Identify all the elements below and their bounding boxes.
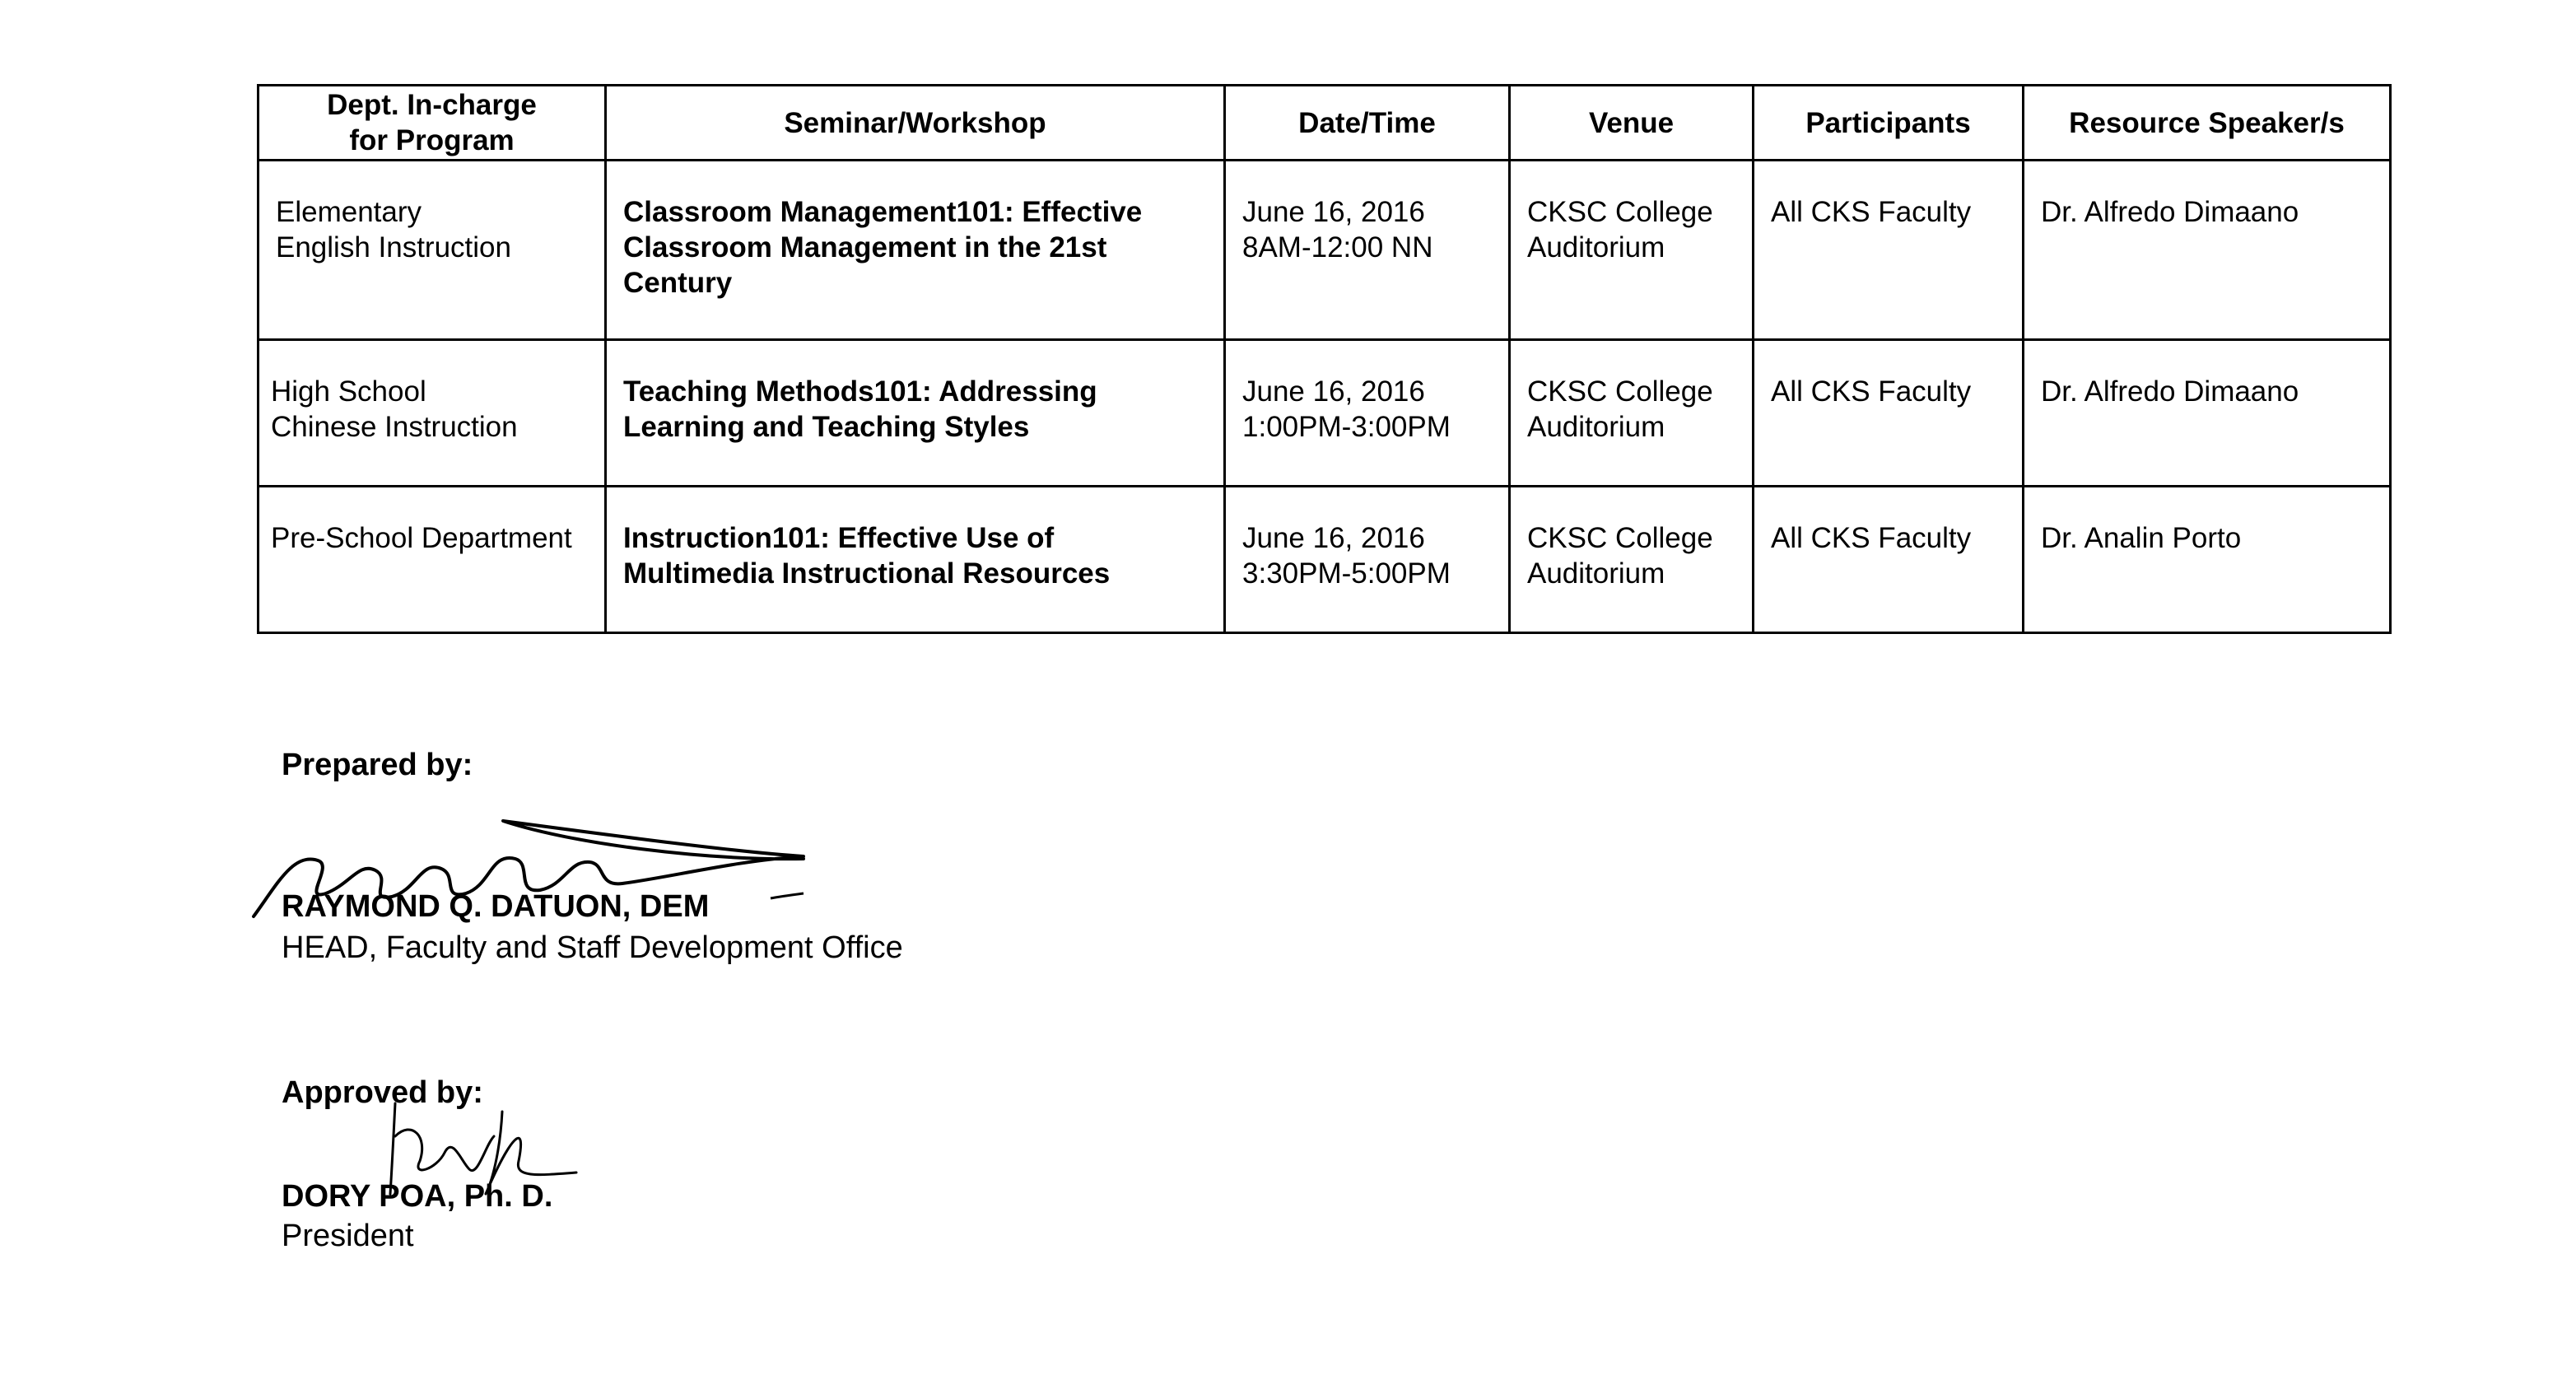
prepared-by-name: RAYMOND Q. DATUON, DEM [282, 889, 710, 924]
participants-cell: All CKS Faculty [1754, 487, 2024, 633]
header-speaker: Resource Speaker/s [2024, 86, 2391, 161]
participants-cell: All CKS Faculty [1754, 161, 2024, 340]
header-venue: Venue [1510, 86, 1754, 161]
header-dept: Dept. In-charge for Program [259, 86, 606, 161]
seminar-cell: Instruction101: Effective Use of Multimedia Instructional Resources [606, 487, 1225, 633]
seminar-cell: Classroom Management101: Effective Classroom Management in the 21st Century [606, 161, 1225, 340]
header-seminar: Seminar/Workshop [606, 86, 1225, 161]
participants-cell: All CKS Faculty [1754, 340, 2024, 487]
dept-cell: Pre-School Department [259, 487, 606, 633]
dept-cell: High School Chinese Instruction [259, 340, 606, 487]
dept-cell: Elementary English Instruction [259, 161, 606, 340]
table-row [259, 487, 2391, 633]
seminar-cell: Teaching Methods101: Addressing Learning and Teaching Styles [606, 340, 1225, 487]
venue-cell: CKSC College Auditorium [1510, 161, 1754, 340]
table-row [259, 340, 2391, 487]
approved-by-name: DORY POA, Ph. D. [282, 1179, 553, 1214]
speaker-cell: Dr. Alfredo Dimaano [2024, 340, 2391, 487]
datetime-cell: June 16, 2016 3:30PM-5:00PM [1225, 487, 1510, 633]
venue-cell: CKSC College Auditorium [1510, 487, 1754, 633]
header-datetime: Date/Time [1225, 86, 1510, 161]
approved-by-title: President [282, 1219, 414, 1253]
approved-by-label: Approved by: [282, 1075, 483, 1110]
datetime-cell: June 16, 2016 8AM-12:00 NN [1225, 161, 1510, 340]
table-header-row [259, 86, 2391, 161]
seminar-schedule-table [257, 84, 2392, 634]
datetime-cell: June 16, 2016 1:00PM-3:00PM [1225, 340, 1510, 487]
speaker-cell: Dr. Alfredo Dimaano [2024, 161, 2391, 340]
table-row [259, 161, 2391, 340]
speaker-cell: Dr. Analin Porto [2024, 487, 2391, 633]
prepared-by-title: HEAD, Faculty and Staff Development Office [282, 930, 903, 965]
header-participants: Participants [1754, 86, 2024, 161]
venue-cell: CKSC College Auditorium [1510, 340, 1754, 487]
prepared-by-label: Prepared by: [282, 748, 473, 782]
